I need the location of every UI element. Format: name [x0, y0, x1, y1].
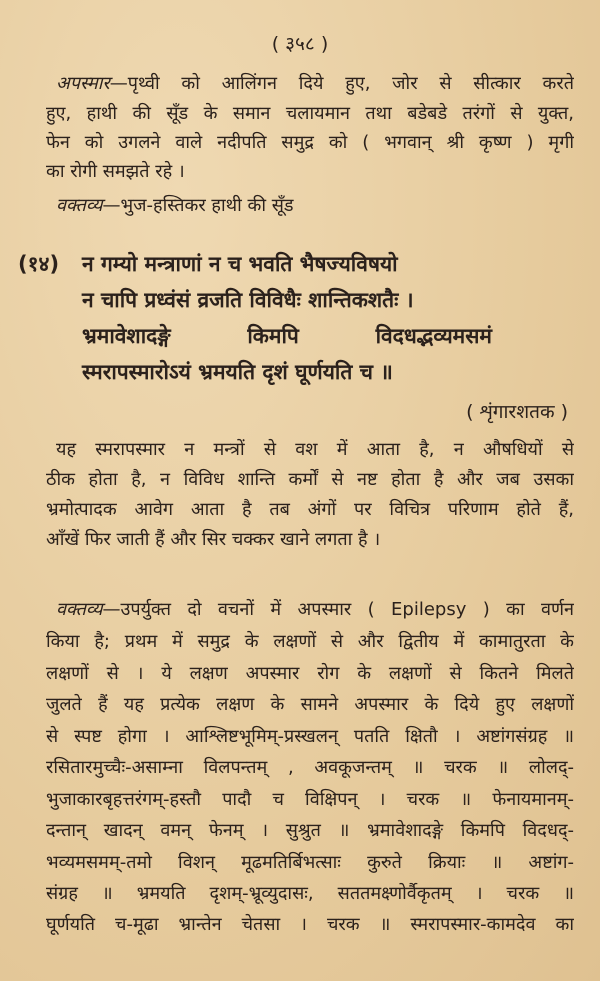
text-span: —भुज-हस्तिकर हाथी की सूँड: [102, 195, 294, 216]
text-line: [56, 598, 574, 622]
verse-number: (१४): [18, 252, 60, 276]
text-span: —पृथ्वी को आलिंगन दिये हुए, जोर से सीत्कार करते: [109, 73, 574, 94]
term-vaktavya: वक्तव्य: [56, 195, 103, 216]
page-number: ( ३५८ ): [271, 33, 329, 55]
text-line: भ्रमोत्पादक आवेग आता है तब अंगों पर विचित्र परिणाम होते हैं,: [46, 499, 574, 520]
verse-line: स्मरापस्मारोऽयं भ्रमयति दृशं घूर्णयति च ॥: [82, 360, 393, 384]
note-line: [56, 194, 574, 218]
text-line: संग्रह ॥ भ्रमयति दृशम्-भ्रूव्युदासः, सततमक्ष्णोर्वैकृतम् । चरक ॥: [46, 883, 574, 904]
text-line: ठीक होता है, न विविध शान्ति कर्मों से नष्ट होता है और जब उसका: [46, 469, 574, 490]
term-apasmara: अपस्मार: [56, 73, 110, 94]
text-line: घूर्णयति च-मूढा भ्रान्तेन चेतसा । चरक ॥ स्मरापस्मार-कामदेव का: [46, 914, 574, 935]
text-line: रसितारमुच्चैः-असाम्ना विलपन्तम् , अवकूजन्तम् ॥ चरक ॥ लोलद्-: [46, 757, 574, 778]
text-line: दन्तान् खादन् वमन् फेनम् । सुश्रुत ॥ भ्रमावेशादङ्गे किमपि विदधद्-: [46, 820, 574, 841]
text-line: किया है; प्रथम में समुद्र के लक्षणों से और द्वितीय में कामातुरता के: [46, 631, 574, 652]
text-line: भव्यमसमम्-तमो विशन् मूढमतिर्बिभत्साः कुरुते क्रियाः ॥ अष्टांग-: [46, 852, 574, 873]
verse-source: ( शृंगारशतक ): [466, 401, 568, 423]
text-line: आँखें फिर जाती हैं और सिर चक्कर खाने लगता है ।: [46, 529, 381, 550]
text-span: —उपर्युक्त दो वचनों में अपस्मार ( Epilepsy ) का वर्णन: [102, 599, 574, 620]
text-line: भुजाकारबृहत्तरंगम्-हस्तौ पादौ च विक्षिपन् । चरक ॥ फेनायमानम्-: [46, 789, 574, 810]
text-line: से स्पष्ट होगा । आश्लिष्टभूमिम्-प्रस्खलन् पतति क्षितौ । अष्टांगसंग्रह ॥: [46, 726, 574, 747]
text-line: फेन को उगलने वाले नदीपति समुद्र को ( भगवान् श्री कृष्ण ) मृगी: [46, 132, 574, 153]
verse-line: भ्रमावेशादङ्गे किमपि विदधद्भव्यमसमं: [82, 324, 492, 348]
text-line: हुए, हाथी की सूँड के समान चलायमान तथा बडेबडे तरंगों से युक्त,: [46, 103, 574, 124]
verse-line: न गम्यो मन्त्राणां न च भवति भैषज्यविषयो: [82, 252, 398, 276]
text-line: यह स्मरापस्मार न मन्त्रों से वश में आता है, न औषधियों से: [56, 439, 574, 460]
text-line: [56, 72, 574, 96]
text-line: का रोगी समझते रहे ।: [46, 161, 185, 182]
text-line: लक्षणों से । ये लक्षण अपस्मार रोग के लक्षणों से कितने मिलते: [46, 663, 574, 684]
term-vaktavya: वक्तव्य: [56, 599, 103, 620]
verse-line: न चापि प्रध्वंसं व्रजति विविधैः शान्तिकशतैः ।: [82, 288, 414, 312]
text-line: जुलते हैं यह प्रत्येक लक्षण के सामने अपस्मार के दिये हुए लक्षणों: [46, 694, 574, 715]
